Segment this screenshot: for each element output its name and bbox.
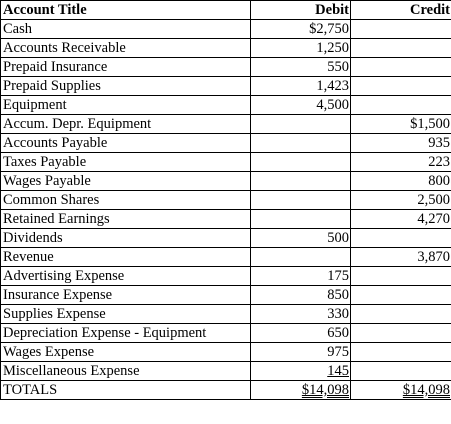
debit-cell bbox=[251, 172, 351, 191]
account-title-cell: Taxes Payable bbox=[1, 153, 251, 172]
account-title-cell: Accum. Depr. Equipment bbox=[1, 115, 251, 134]
totals-credit: $14,098 bbox=[402, 382, 450, 398]
table-body bbox=[1, 20, 451, 381]
debit-cell: 650 bbox=[251, 324, 351, 343]
credit-cell bbox=[351, 343, 451, 362]
account-title-cell: Prepaid Insurance bbox=[1, 58, 251, 77]
credit-cell: $1,500 bbox=[351, 115, 451, 134]
table-row bbox=[1, 286, 451, 305]
account-title-cell: Depreciation Expense - Equipment bbox=[1, 324, 251, 343]
debit-cell bbox=[251, 115, 351, 134]
totals-debit: $14,098 bbox=[301, 382, 349, 398]
table-footer bbox=[1, 381, 451, 400]
credit-cell: 223 bbox=[351, 153, 451, 172]
debit-cell: 175 bbox=[251, 267, 351, 286]
table-row bbox=[1, 191, 451, 210]
debit-cell: 500 bbox=[251, 229, 351, 248]
table-row bbox=[1, 210, 451, 229]
account-title-cell: Wages Expense bbox=[1, 343, 251, 362]
totals-credit-cell bbox=[351, 381, 451, 400]
account-title-cell: Wages Payable bbox=[1, 172, 251, 191]
credit-cell bbox=[351, 324, 451, 343]
totals-row bbox=[1, 381, 451, 400]
table-row bbox=[1, 343, 451, 362]
credit-cell bbox=[351, 58, 451, 77]
debit-cell: 4,500 bbox=[251, 96, 351, 115]
debit-cell: 850 bbox=[251, 286, 351, 305]
credit-cell bbox=[351, 96, 451, 115]
table-row bbox=[1, 134, 451, 153]
totals-debit-cell bbox=[251, 381, 351, 400]
debit-cell: 975 bbox=[251, 343, 351, 362]
account-title-cell: Retained Earnings bbox=[1, 210, 251, 229]
account-title-cell: Dividends bbox=[1, 229, 251, 248]
table-row bbox=[1, 115, 451, 134]
debit-cell: 330 bbox=[251, 305, 351, 324]
table-header bbox=[1, 1, 451, 20]
table-row bbox=[1, 229, 451, 248]
credit-cell bbox=[351, 362, 451, 381]
debit-cell: $2,750 bbox=[251, 20, 351, 39]
debit-cell: 1,250 bbox=[251, 39, 351, 58]
debit-cell bbox=[251, 362, 351, 381]
account-title-cell: Miscellaneous Expense bbox=[1, 362, 251, 381]
table-row bbox=[1, 267, 451, 286]
table-row bbox=[1, 362, 451, 381]
table-row bbox=[1, 324, 451, 343]
account-title-cell: Equipment bbox=[1, 96, 251, 115]
totals-label: TOTALS bbox=[1, 381, 251, 400]
account-title-cell: Accounts Payable bbox=[1, 134, 251, 153]
table-row bbox=[1, 20, 451, 39]
credit-cell: 2,500 bbox=[351, 191, 451, 210]
debit-cell bbox=[251, 134, 351, 153]
credit-cell bbox=[351, 305, 451, 324]
credit-cell bbox=[351, 229, 451, 248]
credit-cell bbox=[351, 77, 451, 96]
debit-value: 145 bbox=[327, 363, 349, 379]
account-title-cell: Advertising Expense bbox=[1, 267, 251, 286]
account-title-cell: Supplies Expense bbox=[1, 305, 251, 324]
table-row bbox=[1, 58, 451, 77]
credit-header: Credit bbox=[351, 1, 451, 20]
debit-cell: 550 bbox=[251, 58, 351, 77]
table-row bbox=[1, 39, 451, 58]
table-row bbox=[1, 77, 451, 96]
credit-cell: 935 bbox=[351, 134, 451, 153]
debit-cell bbox=[251, 210, 351, 229]
table-row bbox=[1, 172, 451, 191]
account-title-cell: Insurance Expense bbox=[1, 286, 251, 305]
debit-cell bbox=[251, 153, 351, 172]
table-row bbox=[1, 248, 451, 267]
debit-header: Debit bbox=[251, 1, 351, 20]
table-row bbox=[1, 153, 451, 172]
account-title-cell: Common Shares bbox=[1, 191, 251, 210]
account-title-cell: Cash bbox=[1, 20, 251, 39]
table-row bbox=[1, 96, 451, 115]
account-title-cell: Accounts Receivable bbox=[1, 39, 251, 58]
table-row bbox=[1, 305, 451, 324]
credit-cell bbox=[351, 267, 451, 286]
credit-cell bbox=[351, 286, 451, 305]
debit-cell bbox=[251, 191, 351, 210]
account-title-header: Account Title bbox=[1, 1, 251, 20]
credit-cell bbox=[351, 39, 451, 58]
credit-cell: 800 bbox=[351, 172, 451, 191]
debit-cell: 1,423 bbox=[251, 77, 351, 96]
credit-cell: 3,870 bbox=[351, 248, 451, 267]
account-title-cell: Revenue bbox=[1, 248, 251, 267]
header-row bbox=[1, 1, 451, 20]
account-title-cell: Prepaid Supplies bbox=[1, 77, 251, 96]
credit-cell: 4,270 bbox=[351, 210, 451, 229]
credit-cell bbox=[351, 20, 451, 39]
debit-cell bbox=[251, 248, 351, 267]
